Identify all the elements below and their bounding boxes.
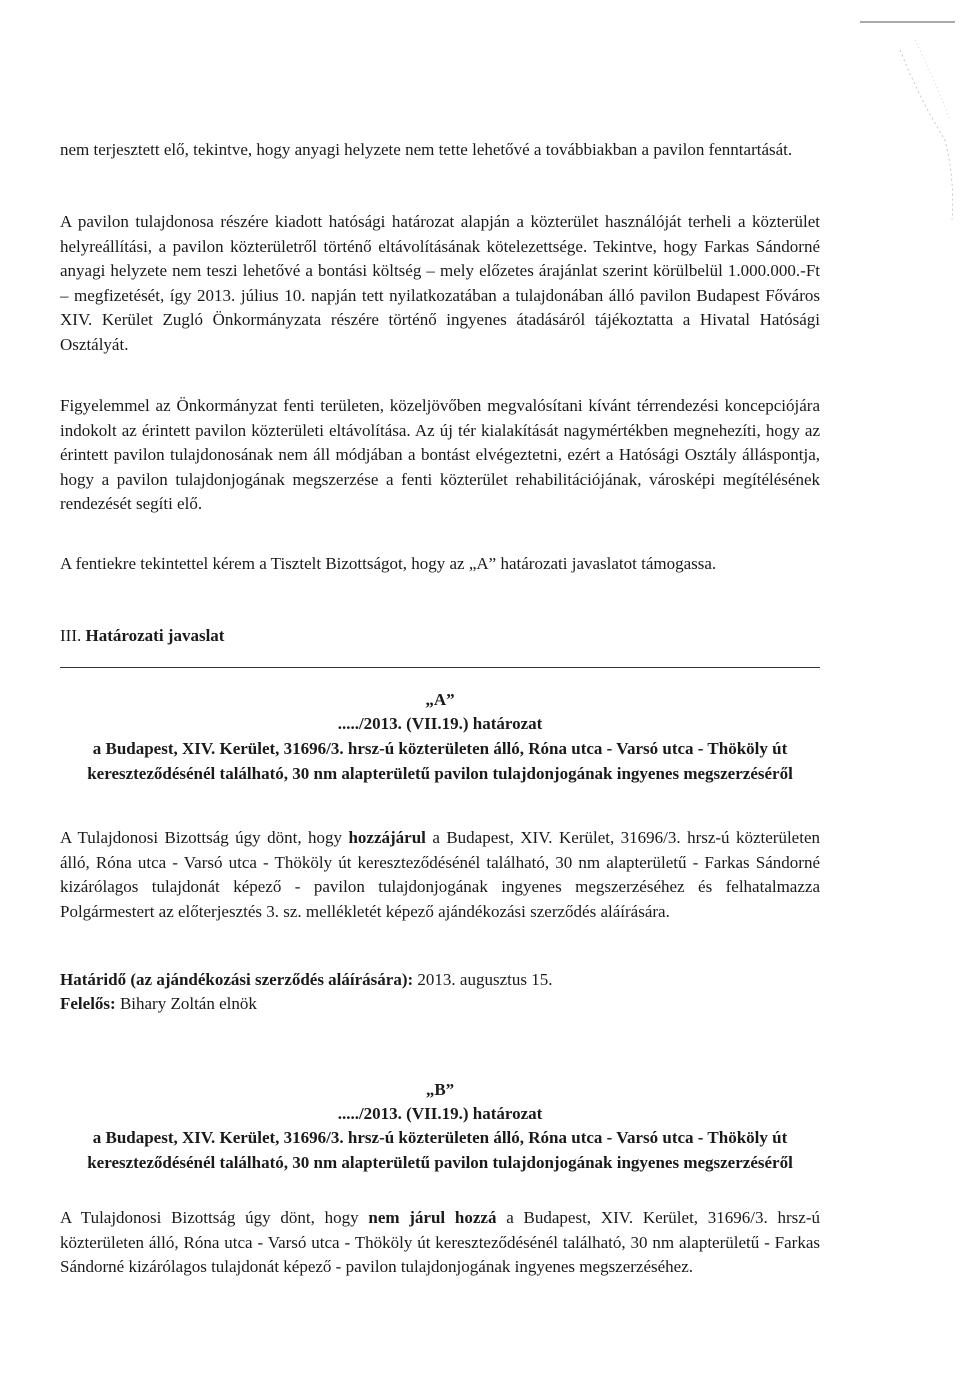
section-number: III.	[60, 626, 82, 645]
section-title: Határozati javaslat	[85, 626, 225, 645]
resolution-a-responsible	[60, 992, 820, 1017]
responsible-label: Felelős:	[60, 994, 116, 1013]
resolution-a-number: ...../2013. (VII.19.) határozat	[337, 714, 543, 733]
section-heading	[60, 624, 820, 649]
resolution-b-number: ...../2013. (VII.19.) határozat	[337, 1104, 543, 1123]
paragraph-4: A fentiekre tekintettel kérem a Tisztelt Bizottságot, hogy az „A” határozati javaslatot támogassa.	[60, 554, 717, 573]
resolution-a-body-bold: hozzájárul	[348, 828, 426, 847]
resolution-b-body-bold: nem járul hozzá	[368, 1208, 497, 1227]
resolution-b-letter: „B”	[425, 1080, 455, 1099]
resolution-a-deadline	[60, 968, 820, 993]
resolution-a-title: a Budapest, XIV. Kerület, 31696/3. hrsz-ú közterületen álló, Róna utca - Varsó utca - Thököly út kereszteződésénél található, 30 nm alapterületű pavilon tulajdonjogának ingyenes megszerzéséről	[87, 739, 793, 783]
resolution-a-body-post: a Budapest, XIV. Kerület, 31696/3. hrsz-ú közterületen álló, Róna utca - Varsó utca - Thököly út kereszteződésénél található, 30 nm alapterületű - Farkas Sándorné kizárólagos tulajdonát képező - pavilon tulajdonjogának ingyenes megszerzéséhez és felhatalmazza Polgármestert az előterjesztés 3. sz. mellékletét képező ajándékozási szerződés aláírására.	[60, 828, 820, 921]
resolution-b-body-pre: A Tulajdonosi Bizottság úgy dönt, hogy	[60, 1208, 369, 1227]
deadline-value: 2013. augusztus 15.	[413, 970, 553, 989]
resolution-b-title: a Budapest, XIV. Kerület, 31696/3. hrsz-ú közterületen álló, Róna utca - Varsó utca - Thököly út kereszteződésénél található, 30 nm alapterületű pavilon tulajdonjogának ingyenes megszerzéséről	[87, 1128, 793, 1172]
resolution-b-body-post: a Budapest, XIV. Kerület, 31696/3. hrsz-ú közterületen álló, Róna utca - Varsó utca - Thököly út kereszteződésénél található, 30 nm alapterületű - Farkas Sándorné kizárólagos tulajdonát képező - pavilon tulajdonjogának ingyenes megszerzéséhez.	[60, 1208, 821, 1276]
deadline-label: Határidő (az ajándékozási szerződés aláírására):	[60, 970, 414, 989]
paragraph-1: nem terjesztett elő, tekintve, hogy anyagi helyzete nem tette lehetővé a továbbiakban a pavilon fenntartását.	[60, 140, 793, 159]
section-divider	[60, 667, 820, 668]
paragraph-2: A pavilon tulajdonosa részére kiadott hatósági határozat alapján a közterület használóját terheli a közterület helyreállítási, a pavilon közterületről történő eltávolításának kötelezettsége. Tekintve, hogy Farkas Sándorné anyagi helyzete nem teszi lehetővé a bontási költség – mely előzetes árajánlat szerint körülbelül 1.000.000.-Ft – megfizetését, így 2013. július 10. napján tett nyilatkozatában a tulajdonában álló pavilon Budapest Főváros XIV. Kerület Zugló Önkormányzata részére történő ingyenes átadásáról tájékoztatta a Hivatal Hatósági Osztályát.	[60, 212, 820, 354]
responsible-value: Bihary Zoltán elnök	[115, 994, 257, 1013]
document-page	[60, 0, 820, 1392]
resolution-a-body	[60, 826, 820, 924]
resolution-a-body-pre: A Tulajdonosi Bizottság úgy dönt, hogy	[60, 828, 349, 847]
paragraph-3: Figyelemmel az Önkormányzat fenti területen, közeljövőben megvalósítani kívánt térrendezési koncepciójára indokolt az érintett pavilon közterületi eltávolítása. Az új tér kialakítását nagymértékben megnehezíti, hogy az érintett pavilon tulajdonosának nem áll módjában a bontást elvégeztetni, ezért a Hatósági Osztály álláspontja, hogy a pavilon tulajdonjogának megszerzése a fenti közterület rehabilitációjának, városképi megítélésének rendezését segíti elő.	[60, 396, 820, 513]
resolution-b-body	[60, 1206, 820, 1280]
resolution-a-letter: „A”	[425, 690, 455, 709]
scan-artifact	[860, 20, 960, 240]
